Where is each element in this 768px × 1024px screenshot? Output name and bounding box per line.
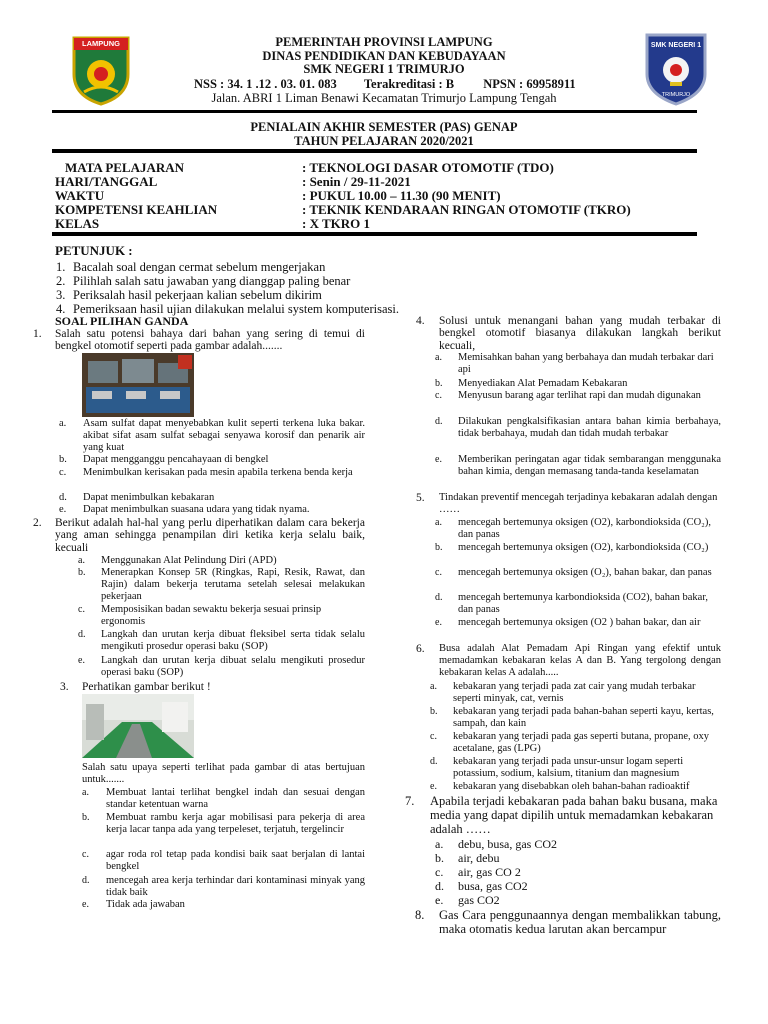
q1-label-a: a.	[59, 418, 67, 429]
q1-option-d: Dapat menimbulkan kebakaran	[83, 492, 215, 503]
left-logo-text: LAMPUNG	[82, 39, 120, 48]
battery-photo	[82, 353, 194, 417]
petunjuk-num-4: 4.	[56, 302, 66, 316]
q7-label-d: d.	[435, 879, 444, 893]
q3-label-c: c.	[82, 849, 89, 860]
q4-label-d: d.	[435, 416, 443, 427]
info-value-kompetensi: : TEKNIK KENDARAAN RINGAN OTOMOTIF (TKRO)	[302, 202, 631, 217]
q3-number: 3.	[60, 681, 69, 693]
info-label-tanggal: HARI/TANGGAL	[55, 174, 158, 189]
q4-option-d: Dilakukan pengkalsifikasian antara bahan kimia berbahaya, tidak berbahaya, mudah dan tidah mudah terbakar	[458, 416, 721, 439]
petunjuk-title: PETUNJUK :	[55, 243, 133, 258]
q2-option-e: Langkah dan urutan kerja dibuat selalu mengikuti prosedur operasi baku (SOP)	[101, 655, 365, 678]
q6-label-d: d.	[430, 756, 438, 767]
q4-number: 4.	[416, 315, 425, 327]
q6-number: 6.	[416, 643, 425, 655]
q3-label-d: d.	[82, 875, 90, 886]
info-value-tanggal: : Senin / 29-11-2021	[302, 174, 411, 189]
section-title: SOAL PILIHAN GANDA	[55, 314, 189, 328]
q7-option-d: busa, gas CO2	[458, 879, 528, 893]
q3-option-a: Membuat lantai terlihat bengkel indah dan sesuai dengan standar ketentuan warna	[106, 787, 365, 810]
petunjuk-item-4: Pemeriksaan hasil ujian dilakukan melalui system komputerisasi.	[73, 302, 399, 316]
q1-option-c: Menimbulkan kerisakan pada mesin apabila terkena benda kerja	[83, 467, 353, 478]
info-label-kompetensi: KOMPETENSI KEAHLIAN	[55, 202, 218, 217]
q6-option-e: kebakaran yang disebabkan oleh bahan-bahan radioaktif	[453, 781, 690, 792]
exam-title: PENIALAIN AKHIR SEMESTER (PAS) GENAP	[250, 120, 518, 134]
q4-stem: Solusi untuk menangani bahan yang mudah terbakar di bengkel otomotif biasanya dilakukan langkah berikut kecuali,	[439, 315, 721, 352]
q6-label-e: e.	[430, 781, 437, 792]
header-divider	[52, 110, 697, 113]
q5-label-a: a.	[435, 517, 442, 528]
q2-number: 2.	[33, 517, 42, 529]
info-label-kelas: KELAS	[55, 216, 100, 231]
q3-option-c: agar roda rol tetap pada kondisi baik saat berjalan di lantai bengkel	[106, 849, 365, 872]
q4-option-c: Menyusun barang agar terlihat rapi dan mudah digunakan	[458, 390, 701, 401]
q2-label-d: d.	[78, 629, 86, 640]
info-divider	[52, 232, 697, 236]
q7-label-b: b.	[435, 851, 444, 865]
q2-option-b: Menerapkan Konsep 5R (Ringkas, Rapi, Resik, Rawat, dan Rajin) dalam bekerja terutama setelah selesai melakukan pekerjaan	[101, 567, 365, 602]
info-label-waktu: WAKTU	[55, 188, 105, 203]
info-value-waktu: : PUKUL 10.00 – 11.30 (90 MENIT)	[302, 188, 501, 203]
q6-option-b: kebakaran yang terjadi pada bahan-bahan seperti kayu, kertas, sampah, dan kain	[453, 706, 714, 729]
header-ids	[194, 77, 576, 91]
akreditasi: Terakreditasi : B	[363, 77, 455, 91]
q2-label-b: b.	[78, 567, 86, 578]
q3-intro: Perhatikan gambar berikut !	[82, 681, 211, 693]
q1-number: 1.	[33, 328, 42, 340]
exam-divider	[52, 149, 697, 153]
q1-label-b: b.	[59, 454, 67, 465]
q7-number: 7.	[405, 794, 415, 808]
petunjuk-num-3: 3.	[56, 288, 66, 302]
q5-label-d: d.	[435, 592, 443, 603]
q1-option-b: Dapat mengganggu pencahayaan di bengkel	[83, 454, 269, 465]
q4-label-b: b.	[435, 378, 443, 389]
info-value-kelas: : X TKRO 1	[302, 216, 371, 231]
info-value-mapel: : TEKNOLOGI DASAR OTOMOTIF (TDO)	[302, 160, 554, 175]
q7-option-a: debu, busa, gas CO2	[458, 837, 557, 851]
q7-option-e: gas CO2	[458, 893, 500, 907]
q6-option-a: kebakaran yang terjadi pada zat cair yang mudah terbakar seperti minyak, cat, vernis	[453, 681, 696, 704]
q2-label-c: c.	[78, 604, 85, 615]
q6-label-b: b.	[430, 706, 438, 717]
q3-option-e: Tidak ada jawaban	[106, 899, 185, 910]
q1-label-c: c.	[59, 467, 67, 478]
workshop-floor-photo	[82, 694, 194, 758]
q5-option-b: mencegah bertemunya oksigen (O2), karbondioksida (CO₂)	[458, 542, 709, 553]
petunjuk-item-1: Bacalah soal dengan cermat sebelum mengerjakan	[73, 260, 326, 274]
q1-label-d: d.	[59, 492, 67, 503]
petunjuk-item-3: Periksalah hasil pekerjaan kalian sebelum dikirim	[73, 288, 322, 302]
right-logo-top-text: SMK NEGERI 1	[650, 42, 702, 49]
q7-stem: Apabila terjadi kebakaran pada bahan baku busana, maka media yang dapat dipilih untuk memadamkan kebakaran adalah ……	[430, 794, 718, 836]
q4-option-b: Menyediakan Alat Pemadam Kebakaran	[458, 378, 628, 389]
q4-label-e: e.	[435, 454, 442, 465]
q5-option-a: mencegah bertemunya oksigen (O2), karbondioksida (CO₂), dan panas	[458, 517, 711, 540]
q4-label-a: a.	[435, 352, 442, 363]
header-address: Jalan. ABRI 1 Liman Benawi Kecamatan Trimurjo Lampung Tengah	[211, 91, 557, 105]
q4-option-e: Memberikan peringatan agar tidak sembarangan menggunaka bahan kimia, dengan memasang tanda-tanda keselamatan	[458, 454, 721, 477]
q2-label-e: e.	[78, 655, 85, 666]
q4-option-a: Memisahkan bahan yang berbahaya dan mudah terbakar dari api	[458, 352, 714, 375]
q5-option-c: mencegah bertemunya oksigen (O₂), bahan bakar, dan panas	[458, 567, 712, 578]
q7-option-c: air, gas CO 2	[458, 865, 521, 879]
q3-label-e: e.	[82, 899, 89, 910]
q1-option-e: Dapat menimbulkan suasana udara yang tidak nyama.	[83, 504, 310, 515]
petunjuk-item-2: Pilihlah salah satu jawaban yang dianggap paling benar	[73, 274, 351, 288]
q6-option-c: kebakaran yang terjadi pada gas seperti butana, propane, oxy acetalane, gas (LPG)	[453, 731, 709, 754]
q2-option-c: Memposisikan badan sewaktu bekerja sesuai prinsip ergonomis	[101, 604, 322, 627]
q6-label-c: c.	[430, 731, 437, 742]
q8-number: 8.	[415, 908, 425, 922]
q5-number: 5.	[416, 492, 425, 504]
q5-option-d: mencegah bertemunya karbondioksida (CO2), bahan bakar, dan panas	[458, 592, 709, 615]
q5-label-b: b.	[435, 542, 443, 553]
q1-option-a: Asam sulfat dapat menyebabkan kulit seperti terkena luka bakar. akibat sifat asam sulfat sebagai senyawa korosif dan penarik air yang kuat	[83, 418, 365, 453]
q2-label-a: a.	[78, 555, 85, 566]
q6-label-a: a.	[430, 681, 437, 692]
q7-option-b: air, debu	[458, 851, 500, 865]
petunjuk-num-2: 2.	[56, 274, 66, 288]
q5-label-c: c.	[435, 567, 442, 578]
info-label-mapel: MATA PELAJARAN	[65, 160, 185, 175]
petunjuk-num-1: 1.	[56, 260, 66, 274]
q3-stem: Salah satu upaya seperti terlihat pada gambar di atas bertujuan untuk.......	[82, 762, 365, 785]
header-line-2: DINAS PENDIDIKAN DAN KEBUDAYAAN	[262, 49, 506, 63]
q6-option-d: kebakaran yang terjadi pada unsur-unsur logam seperti potassium, sodium, kalsium, titanium dan magnesium	[453, 756, 684, 779]
right-logo-bottom-text: TRIMURJO	[661, 92, 691, 98]
header-line-3: SMK NEGERI 1 TRIMURJO	[303, 62, 465, 76]
q5-option-e: mencegah bertemunya oksigen (O2 ) bahan bakar, dan air	[458, 617, 701, 628]
q2-option-a: Menggunakan Alat Pelindung Diri (APD)	[101, 555, 277, 566]
q7-label-e: e.	[435, 893, 444, 907]
q7-label-a: a.	[435, 837, 444, 851]
q6-stem: Busa adalah Alat Pemadam Api Ringan yang efektif untuk memadamkan kebakaran kelas A dan B. Yang tergolong dengan kebakaran kelas A adalah.....	[439, 643, 721, 678]
q5-stem: Tindakan preventif mencegah terjadinya kebakaran adalah dengan ……	[439, 492, 718, 515]
q5-label-e: e.	[435, 617, 442, 628]
q8-stem: Gas Cara penggunaannya dengan membalikkan tabung, maka otomatis kedua larutan akan bercampur	[439, 908, 721, 936]
q3-label-a: a.	[82, 787, 89, 798]
exam-year: TAHUN PELAJARAN 2020/2021	[294, 134, 474, 148]
q3-option-d: mencegah area kerja terhindar dari kontaminasi minyak yang tidak baik	[106, 875, 365, 898]
nss: NSS : 34. 1 .12 . 03. 01. 083	[194, 77, 337, 91]
q1-stem: Salah satu potensi bahaya dari bahan yang sering di temui di bengkel otomotif seperti pada gambar adalah.......	[55, 328, 365, 353]
q2-option-d: Langkah dan urutan kerja dibuat fleksibel serta tidak selalu mengikuti prosedur operasi baku (SOP)	[101, 629, 365, 652]
q3-label-b: b.	[82, 812, 90, 823]
q7-label-c: c.	[435, 865, 444, 879]
q3-option-b: Membuat rambu kerja agar mobilisasi para pekerja di area kerja lacar tanpa ada yang terpeleset, terjatuh, tergelincir	[106, 812, 365, 835]
q4-label-c: c.	[435, 390, 442, 401]
npsn: NPSN : 69958911	[483, 77, 576, 91]
q1-label-e: e.	[59, 504, 67, 515]
header-line-1: PEMERINTAH PROVINSI LAMPUNG	[275, 35, 493, 49]
q2-stem: Berikut adalah hal-hal yang perlu diperhatikan dalam cara bekerja yang aman sehingga penampilan diri ketika kerja selalu baik, kecuali	[55, 517, 365, 554]
